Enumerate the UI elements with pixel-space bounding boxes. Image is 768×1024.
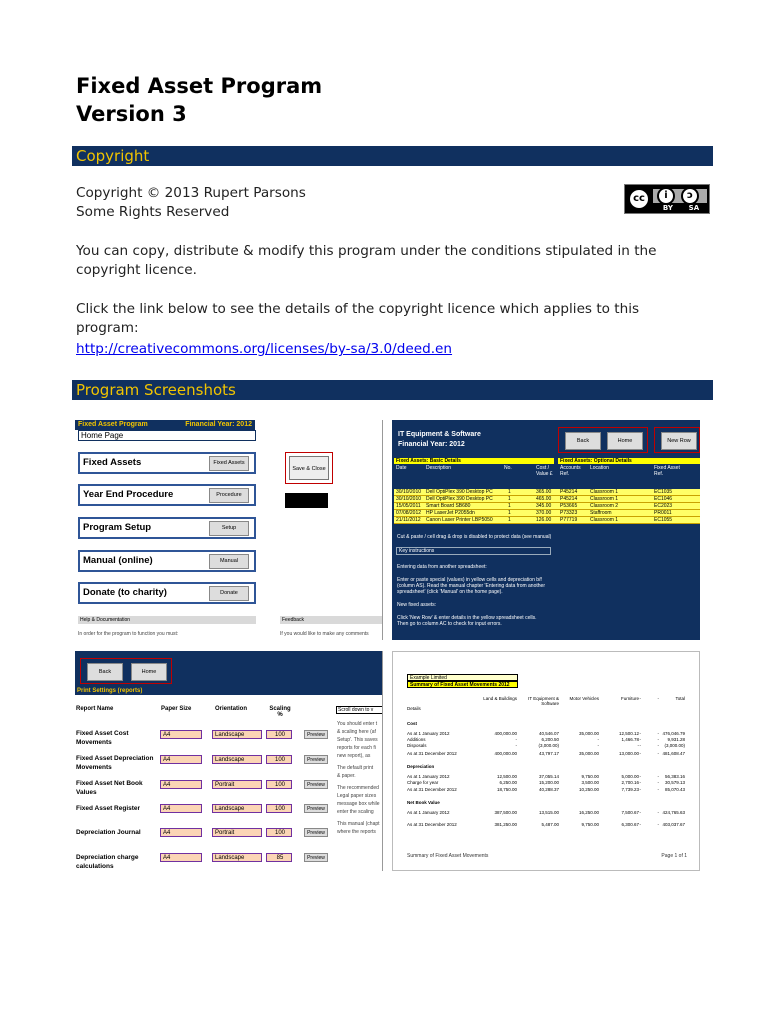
s3-col-orientation: Orientation <box>215 706 248 712</box>
s4-line-value: - <box>639 743 641 748</box>
table-row[interactable]: 07/08/2012 HP LaserJet P2055dn 1 370.00 P73323 Staffroom PR0011 <box>394 510 700 517</box>
s4-line-value: 9,750.00 <box>581 774 599 779</box>
s3-scaling[interactable]: 100 <box>266 755 292 764</box>
s3-preview-button[interactable]: Preview <box>304 804 328 813</box>
screenshot-it-equipment <box>392 420 700 640</box>
s2-title-2: Financial Year: 2012 <box>398 441 465 448</box>
s3-paper-size[interactable]: A4 <box>160 853 202 862</box>
s4-summary-title: Summary of Fixed Asset Movements 2012 <box>407 681 518 688</box>
s1-menu-manual-label: Manual (online) <box>83 555 153 566</box>
s1-menu-year-end <box>78 484 256 506</box>
s4-line-value: - <box>639 751 641 756</box>
s4-line-value: - <box>657 774 659 779</box>
s2-optional-details: Fixed Assets: Optional Details <box>558 458 700 464</box>
s4-line-value: 40,546.07 <box>538 731 559 736</box>
share-alike-icon: ↄ <box>681 187 699 205</box>
s1-menu-program-setup <box>78 517 256 539</box>
cc-by-label: BY <box>662 204 673 212</box>
s4-col-header: Furniture <box>620 696 639 701</box>
para1-line-1: You can copy, distribute & modify this program under the conditions stipulated in the <box>76 243 657 259</box>
s2-note-3b: Then go to column AC to check for input errors. <box>397 621 502 627</box>
s2-col-no: No. <box>504 465 512 471</box>
s4-line-value: 381,250.00 <box>494 822 517 827</box>
s4-line-label: Depreciation <box>407 764 435 769</box>
s3-preview-button[interactable]: Preview <box>304 828 328 837</box>
s3-paper-size[interactable]: A4 <box>160 780 202 789</box>
cc-by-sa-badge-icon[interactable] <box>624 184 710 214</box>
cc-sa-label: SA <box>688 204 700 212</box>
s4-line-value: - <box>657 780 659 785</box>
s2-note-2b: (column AS). Read the manual chapter 'Entering data from another <box>397 583 545 589</box>
s1-menu-program-setup-label: Program Setup <box>83 522 152 533</box>
s2-col-fixed-asset-ref: Fixed Asset Ref. <box>654 465 680 477</box>
s3-orientation[interactable]: Landscape <box>212 755 262 764</box>
s4-line-value: 7,739.23 <box>621 787 639 792</box>
s1-donate-button[interactable]: Donate <box>209 586 249 601</box>
s4-line-value: 30,579.13 <box>664 780 685 785</box>
s4-col-header: Total <box>675 696 685 701</box>
s4-line-value: - <box>657 731 659 736</box>
s4-line-value: - <box>597 743 599 748</box>
s4-line-value: 6,250.00 <box>499 780 517 785</box>
s4-line-label: As at 31 December 2012 <box>407 751 457 756</box>
s2-nav-buttons <box>558 427 648 453</box>
s3-side-text: & scaling here (af <box>337 729 376 735</box>
s4-line-value: 6,200.50 <box>541 737 559 742</box>
s3-preview-button[interactable]: Preview <box>304 780 328 789</box>
title-line-2: Version 3 <box>76 102 187 126</box>
s1-fixed-assets-button[interactable]: Fixed Assets <box>209 456 249 471</box>
s2-title-1: IT Equipment & Software <box>398 431 481 438</box>
s3-back-button[interactable]: Back <box>87 663 123 681</box>
s2-note-2a: Enter or paste special (values) in yellow cells and depreciation b/f <box>397 577 542 583</box>
s4-line-value: 15,200.00 <box>538 780 559 785</box>
s1-help-documentation: Help & Documentation <box>78 616 256 624</box>
s1-header-left: Fixed Asset Program <box>78 421 148 428</box>
s3-scaling[interactable]: 100 <box>266 828 292 837</box>
s4-footer: Summary of Fixed Asset Movements <box>407 853 489 859</box>
s4-line-value: - <box>515 737 517 742</box>
s3-report-name: Fixed Asset Register <box>76 805 141 812</box>
s4-line-value: 7,500.67 <box>621 810 639 815</box>
table-row[interactable]: 21/11/2012 Canon Laser Printer LBP5050 1 126.00 P77719 Classroom 1 EC1055 <box>394 517 700 524</box>
s4-line-value: 5,000.00 <box>621 774 639 779</box>
s4-line-value: (3,000.00) <box>664 743 685 748</box>
s4-col-header: IT Equipment & Software <box>528 696 559 706</box>
s1-save-close-frame <box>285 452 333 484</box>
s4-line-value: 6,300.67 <box>621 822 639 827</box>
cc-icon: cc <box>628 188 650 210</box>
s4-line-value: 403,037.67 <box>662 822 685 827</box>
s4-line-value: 424,765.63 <box>662 810 685 815</box>
copyright-heading: Copyright <box>72 146 713 166</box>
s3-scroll-down-note: Scroll down to v <box>336 706 383 714</box>
s4-line-label: Additions <box>407 737 426 742</box>
s4-line-value: 12,500.12 <box>618 731 639 736</box>
s4-line-value: 37,055.14 <box>538 774 559 779</box>
s4-line-value: (3,000.00) <box>538 743 559 748</box>
s3-side-text: Legal paper sizes <box>337 793 377 799</box>
s4-line-value: 40,288.37 <box>538 787 559 792</box>
s1-save-close-button[interactable]: Save & Close <box>289 456 329 480</box>
s2-new-row-frame <box>654 427 700 453</box>
para2-line-1: Click the link below to see the details of the copyright licence which applies to this <box>76 301 640 317</box>
s4-line-value: 387,500.00 <box>494 810 517 815</box>
s1-feedback-text: If you would like to make any comments <box>280 631 369 637</box>
s3-preview-button[interactable]: Preview <box>304 755 328 764</box>
s1-procedure-button[interactable]: Procedure <box>209 488 249 503</box>
s3-col-report-name: Report Name <box>76 706 114 712</box>
s3-paper-size[interactable]: A4 <box>160 828 202 837</box>
s4-line-value: - <box>637 743 639 748</box>
s4-line-value: 56,383.16 <box>664 774 685 779</box>
s4-line-value: - <box>639 780 641 785</box>
s3-nav-buttons <box>80 658 172 684</box>
table-row[interactable]: 30/10/2010 Dell OptiPlex 390 Desktop PC 1 365.00 P45214 Classroom 1 EC1035 <box>394 489 700 496</box>
s4-line-value: 9,750.00 <box>581 822 599 827</box>
s1-menu-fixed-assets-label: Fixed Assets <box>83 457 142 468</box>
s3-report-name: Fixed Asset Cost Movements <box>76 730 129 746</box>
s1-order-text: In order for the program to function you must: <box>78 631 179 637</box>
copyright-line-2: Some Rights Reserved <box>76 204 230 220</box>
s2-col-accounts-ref: Accounts Ref. <box>560 465 581 477</box>
s2-basic-details: Fixed Assets: Basic Details <box>394 458 554 464</box>
screenshot-home-page <box>75 420 383 640</box>
s3-home-button[interactable]: Home <box>131 663 167 681</box>
s1-menu-donate-label: Donate (to charity) <box>83 587 167 598</box>
s3-report-name: Depreciation Journal <box>76 829 141 836</box>
s3-orientation[interactable]: Landscape <box>212 730 262 739</box>
s4-line-value: - <box>639 787 641 792</box>
s3-preview-button[interactable]: Preview <box>304 853 328 862</box>
s4-line-value: 10,250.00 <box>578 787 599 792</box>
s4-line-value: - <box>657 737 659 742</box>
s1-header <box>75 420 255 430</box>
s4-line-value: 43,797.17 <box>538 751 559 756</box>
s4-line-value: - <box>515 743 517 748</box>
s4-line-value: - <box>597 737 599 742</box>
s4-line-value: 481,608.47 <box>662 751 685 756</box>
s3-report-name: Depreciation charge calculations <box>76 854 139 870</box>
s4-line-value: - <box>639 731 641 736</box>
s1-manual-button[interactable]: Manual <box>209 554 249 569</box>
s4-line-value: - <box>657 822 659 827</box>
s2-col-cost: Cost / Value £ <box>536 465 553 477</box>
s1-feedback: Feedback <box>280 616 383 624</box>
s1-setup-button[interactable]: Setup <box>209 521 249 536</box>
s4-line-label: As at 1 January 2012 <box>407 810 450 815</box>
s4-line-value: 3,500.00 <box>581 780 599 785</box>
attribution-icon: i <box>657 187 675 205</box>
s3-side-text: You should enter t <box>337 721 378 727</box>
s4-line-value: 400,000.00 <box>494 751 517 756</box>
s4-line-value: 2,700.16 <box>621 780 639 785</box>
s4-line-label: Net Book Value <box>407 800 440 805</box>
s1-home-page-label: Home Page <box>78 430 256 441</box>
s4-line-label: Charge for year <box>407 780 439 785</box>
s3-col-scaling: Scaling % <box>269 706 291 718</box>
s3-side-text: & paper. <box>337 773 356 779</box>
para1-line-2: copyright licence. <box>76 262 197 278</box>
s4-line-value: - <box>639 810 641 815</box>
s4-page-number: Page 1 of 1 <box>661 853 687 859</box>
s4-line-label: Cost <box>407 721 417 726</box>
s3-orientation[interactable]: Portrait <box>212 828 262 837</box>
s4-line-value: 35,000.00 <box>578 731 599 736</box>
s2-new-assets: New fixed assets: <box>397 602 437 608</box>
s1-header-right: Financial Year: 2012 <box>185 421 252 428</box>
s4-line-label: Details <box>407 706 421 711</box>
s3-top-bar <box>75 651 383 687</box>
s2-col-location: Location <box>590 465 609 471</box>
para2-line-2: program: <box>76 320 139 336</box>
s3-orientation[interactable]: Landscape <box>212 853 262 862</box>
s3-side-text: new report), as <box>337 753 371 759</box>
s3-scaling[interactable]: 100 <box>266 804 292 813</box>
s4-line-value: 12,500.00 <box>496 774 517 779</box>
s3-side-text: where the reports <box>337 829 376 835</box>
screenshot-summary-report <box>392 651 700 871</box>
s3-paper-size[interactable]: A4 <box>160 755 202 764</box>
table-row[interactable]: 30/10/2010 Dell OptiPlex 390 Desktop PC 1 465.00 P45214 Classroom 1 EC1046 <box>394 496 700 503</box>
s3-side-text: The default print <box>337 765 374 771</box>
s2-note-3a: Click 'New Row' & enter details in the yellow spreadsheet cells. <box>397 615 537 621</box>
screenshot-print-settings <box>75 651 383 871</box>
s4-company: Example Limited <box>407 674 518 681</box>
s3-col-paper-size: Paper Size <box>161 706 192 712</box>
s2-col-date: Date <box>396 465 407 471</box>
s3-report-name: Fixed Asset Net Book Values <box>76 780 143 796</box>
s3-scaling[interactable]: 100 <box>266 780 292 789</box>
s2-column-headers <box>394 465 700 481</box>
s3-print-settings-bar: Print Settings (reports) <box>75 687 383 695</box>
s4-line-value: 476,046.79 <box>662 731 685 736</box>
s3-side-text: This manual (chapt <box>337 821 380 827</box>
title-line-1: Fixed Asset Program <box>76 74 323 98</box>
s2-home-button[interactable]: Home <box>607 432 643 450</box>
s3-report-name: Fixed Asset Depreciation Movements <box>76 755 154 771</box>
s4-line-value: 400,000.00 <box>494 731 517 736</box>
s4-line-value: 9,931.28 <box>667 737 685 742</box>
s3-orientation[interactable]: Landscape <box>212 804 262 813</box>
s4-line-value: 16,250.00 <box>578 810 599 815</box>
s3-side-text: Setup'. This saves <box>337 737 378 743</box>
s3-scaling[interactable]: 100 <box>266 730 292 739</box>
s3-side-text: reports for each fi <box>337 745 376 751</box>
s1-cc-icon <box>285 493 328 508</box>
title <box>76 72 322 128</box>
s1-menu-donate <box>78 582 256 604</box>
s2-col-description: Description <box>426 465 452 471</box>
s4-line-value: 13,515.00 <box>538 810 559 815</box>
s4-line-value: 1,466.78 <box>621 737 639 742</box>
s4-col-header: Motor Vehicles <box>569 696 599 701</box>
s2-cut-note: Cut & paste / cell drag & drop is disabled to protect data (see manual) <box>397 534 552 540</box>
s3-preview-button[interactable]: Preview <box>304 730 328 739</box>
s3-side-text: The recommended <box>337 785 379 791</box>
s4-line-label: As at 1 January 2012 <box>407 731 450 736</box>
s4-line-value: 13,000.00 <box>618 751 639 756</box>
s4-line-label: As at 1 January 2012 <box>407 774 450 779</box>
s4-line-label: As at 31 December 2012 <box>407 822 457 827</box>
copyright-line-1: Copyright © 2013 Rupert Parsons <box>76 185 306 201</box>
s2-title <box>398 430 481 450</box>
s1-menu-manual <box>78 550 256 572</box>
s4-line-value: - <box>657 787 659 792</box>
s4-col-header: - <box>657 696 659 701</box>
s2-back-button[interactable]: Back <box>565 432 601 450</box>
s4-line-value: - <box>639 737 641 742</box>
s4-line-value: - <box>657 743 659 748</box>
s4-line-label: Disposals <box>407 743 427 748</box>
s4-col-header: Land & Buildings <box>483 696 517 701</box>
s1-menu-year-end-label: Year End Procedure <box>83 489 174 500</box>
s2-key-instructions: Key instructions <box>396 547 551 555</box>
s4-col-header: - <box>639 696 641 701</box>
s3-scaling[interactable]: 85 <box>266 853 292 862</box>
s3-paper-size[interactable]: A4 <box>160 804 202 813</box>
s4-line-value: - <box>639 822 641 827</box>
s2-note-2c: spreadsheet' (click 'Manual' on the home page). <box>397 589 503 595</box>
s3-paper-size[interactable]: A4 <box>160 730 202 739</box>
s1-menu-fixed-assets <box>78 452 256 474</box>
s3-side-text: message box while <box>337 801 380 807</box>
s4-line-value: 18,750.00 <box>496 787 517 792</box>
s4-line-value: 5,487.00 <box>541 822 559 827</box>
licence-link[interactable]: http://creativecommons.org/licenses/by-sa/3.0/deed.en <box>76 341 453 357</box>
s3-orientation[interactable]: Portrait <box>212 780 262 789</box>
s4-line-value: 85,070.43 <box>664 787 685 792</box>
s4-line-label: As at 31 December 2012 <box>407 787 457 792</box>
table-row[interactable]: 15/05/2011 Smart Board SB680 1 345.00 P53665 Classroom 2 EC2023 <box>394 503 700 510</box>
s2-new-row-button[interactable]: New Row <box>661 432 697 450</box>
s2-enter-note: Entering data from another spreadsheet: <box>397 564 487 570</box>
s4-line-value: 35,000.00 <box>578 751 599 756</box>
screenshots-heading: Program Screenshots <box>72 380 713 400</box>
s4-line-value: - <box>657 810 659 815</box>
s3-side-text: enter the scaling <box>337 809 374 815</box>
s4-line-value: - <box>639 774 641 779</box>
s4-line-value: - <box>657 751 659 756</box>
